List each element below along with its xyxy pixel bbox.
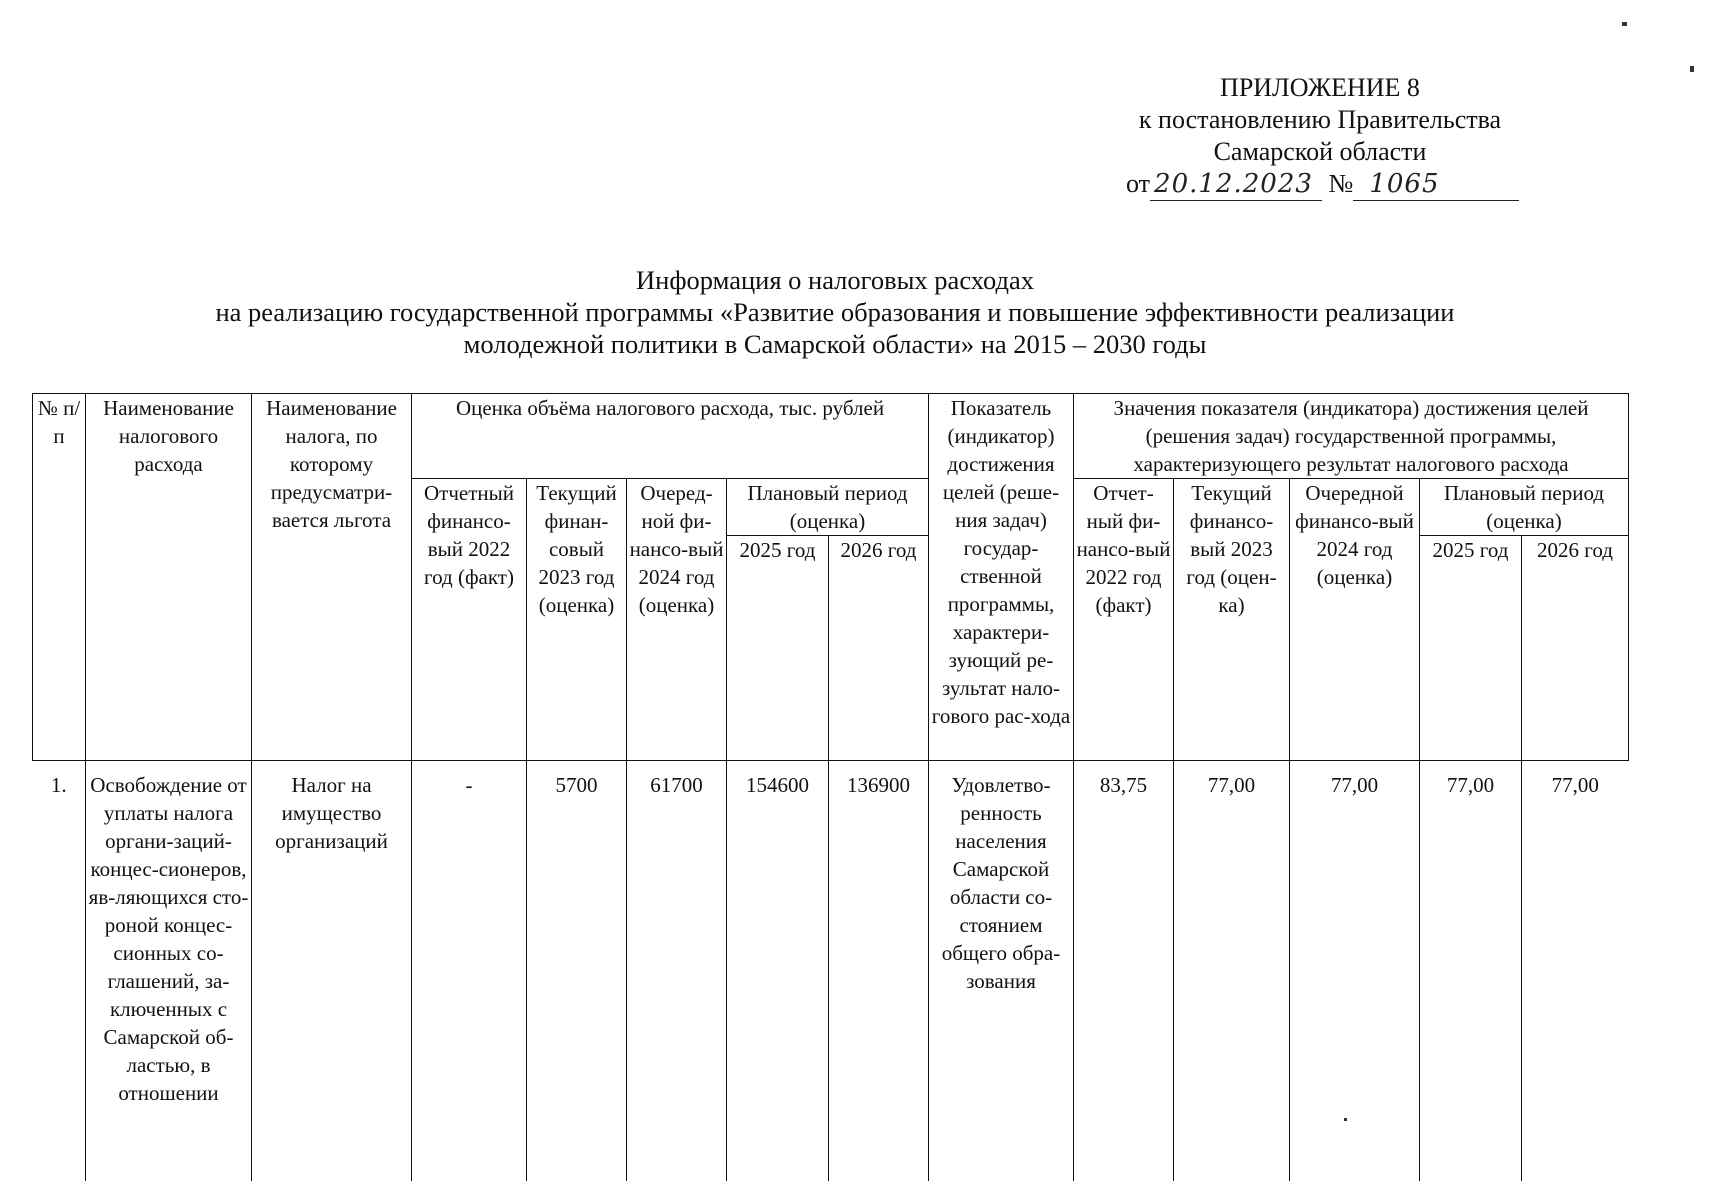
header-expense-name: Наименование налогового расхода (86, 394, 252, 761)
scan-speck (1344, 1118, 1347, 1121)
header-val-2026: 2026 год (1522, 536, 1629, 761)
handwritten-date: 20.12.2023 (1150, 168, 1322, 201)
appendix-line-2: Самарской области (1213, 137, 1427, 166)
cell-est-next: 61700 (627, 761, 727, 1181)
cell-est-report: - (412, 761, 527, 1181)
header-est-2025: 2025 год (727, 536, 829, 761)
header-est-planned: Плановый период (оценка) (727, 479, 929, 536)
cell-val-current: 77,00 (1174, 761, 1290, 1181)
date-prefix: от (1126, 169, 1151, 198)
cell-num: 1. (50, 773, 67, 797)
cell-val-2025: 77,00 (1420, 761, 1522, 1181)
cell-val-next: 77,00 (1290, 761, 1420, 1181)
scan-speck (1622, 22, 1627, 26)
header-est-current: Текущий финан-совый 2023 год (оценка) (527, 479, 627, 761)
document-title (100, 264, 1570, 360)
scan-speck (1690, 66, 1694, 72)
tax-expense-table (32, 393, 1629, 1181)
header-tax-name: Наименование налога, по которому предусматри-вается льгота (252, 394, 412, 761)
number-prefix: № (1328, 169, 1354, 198)
appendix-date-number-line (1080, 168, 1560, 201)
header-val-planned: Плановый период (оценка) (1420, 479, 1629, 536)
header-num: № п/п (33, 394, 86, 761)
header-val-current: Текущий финансо-вый 2023 год (оцен-ка) (1174, 479, 1290, 761)
header-est-2026: 2026 год (829, 536, 929, 761)
appendix-title: ПРИЛОЖЕНИЕ 8 (1220, 73, 1420, 102)
header-values-group: Значения показателя (индикатора) достижения целей (решения задач) государственной программы, характеризующего результат налогового расхода (1074, 394, 1629, 479)
cell-est-current: 5700 (527, 761, 627, 1181)
document-title-line-2: на реализацию государственной программы «Развитие образования и повышение эффективности реализации (215, 297, 1455, 327)
appendix-line-1: к постановлению Правительства (1138, 105, 1502, 134)
cell-tax-name: Налог на имущество организаций (252, 761, 412, 1181)
cell-est-2026: 136900 (829, 761, 929, 1181)
appendix-block (1080, 72, 1560, 201)
cell-indicator: Удовлетво-ренность населения Самарской области со-стоянием общего обра-зования (929, 761, 1074, 1181)
cell-est-2025: 154600 (727, 761, 829, 1181)
header-val-next: Очередной финансо-вый 2024 год (оценка) (1290, 479, 1420, 761)
handwritten-number: 1065 (1353, 168, 1519, 201)
header-est-report: Отчетный финансо-вый 2022 год (факт) (412, 479, 527, 761)
table-row (33, 761, 1629, 1181)
header-est-next: Очеред-ной фи-нансо-вый 2024 год (оценка) (627, 479, 727, 761)
header-val-2025: 2025 год (1420, 536, 1522, 761)
cell-val-report: 83,75 (1074, 761, 1174, 1181)
cell-expense-name: Освобождение от уплаты налога органи-заций-концес-сионеров, яв-ляющихся сто-роной концес-сионных со-глашений, за-ключенных с Самарской об-ластью, в отношении (86, 761, 252, 1181)
document-title-line-3: молодежной политики в Самарской области» на 2015 – 2030 годы (463, 329, 1207, 359)
cell-val-2026: 77,00 (1522, 761, 1629, 1181)
header-estimate-group: Оценка объёма налогового расхода, тыс. рублей (412, 394, 929, 479)
header-val-report: Отчет-ный фи-нансо-вый 2022 год (факт) (1074, 479, 1174, 761)
document-title-line-1: Информация о налоговых расходах (636, 265, 1034, 295)
header-indicator: Показатель (индикатор) достижения целей (реше-ния задач) государ-ственной программы, характери-зующий ре-зультат нало-гового рас-хода (929, 394, 1074, 761)
